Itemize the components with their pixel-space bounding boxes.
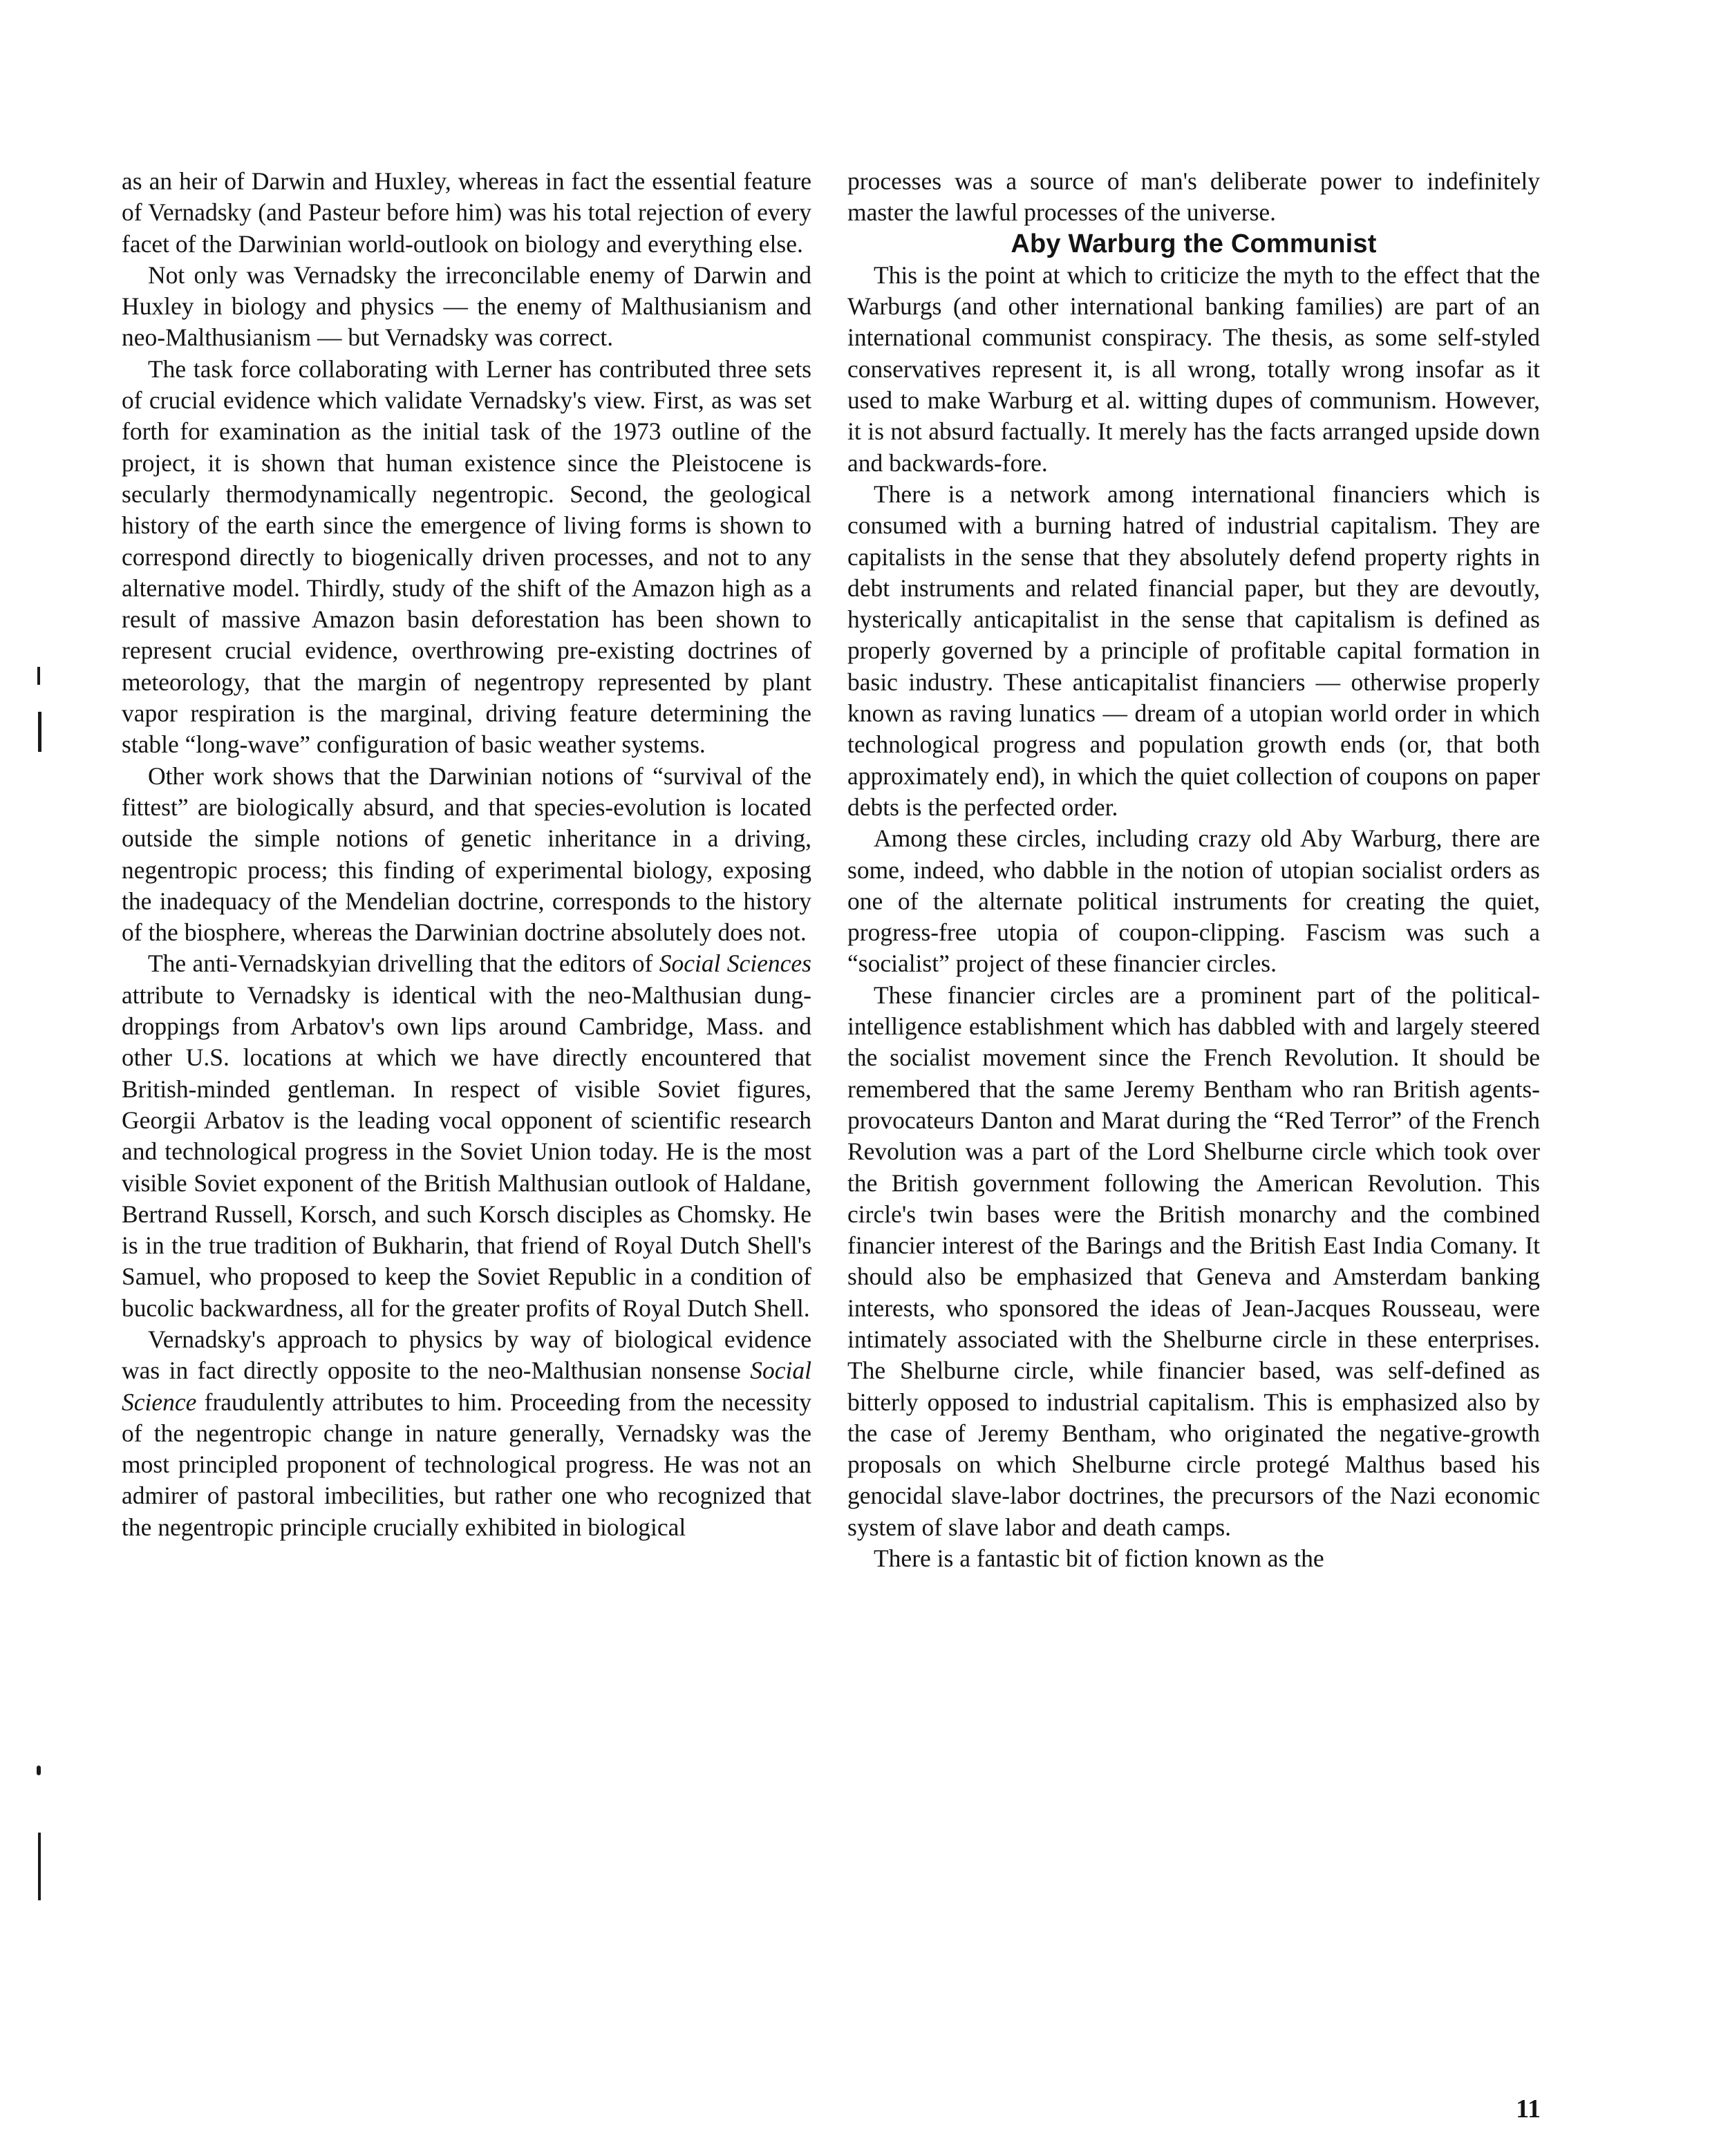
section-heading: Aby Warburg the Communist [1011, 229, 1377, 258]
text-run: Vernadsky's approach to physics by way of biological evidence was in fact directly opposite to the neo-Malthusian nonsense [122, 1325, 811, 1385]
paragraph: There is a network among international financiers which is consumed with a burning hatred of industrial capitalism. They are capitalists in the sense that they absolutely defend property rights in debt instruments and related financial paper, but they are devoutly, hysterically anticapitalist in the sense that capitalism is defined as properly governed by a principle of profitable capital formation in basic industry. These anticapitalist financiers — otherwise properly known as raving lunatics — dream of a utopian world order in which technological progress and population growth ends (or, that both approximately end), in which the quiet collection of coupons on paper debts is the perfected order. [847, 480, 1540, 821]
scan-mark [38, 712, 41, 752]
paragraph [122, 1324, 811, 1543]
paragraph: Not only was Vernadsky the irreconcilable enemy of Darwin and Huxley in biology and physics — the enemy of Malthusianism and neo-Malthusianism — but Vernadsky was correct. [122, 261, 811, 352]
paragraph: processes was a source of man's deliberate power to indefinitely master the lawful processes of the universe. [847, 167, 1540, 227]
paragraph [122, 948, 811, 1324]
paragraph: The task force collaborating with Lerner has contributed three sets of crucial evidence which validate Vernadsky's view. First, as was set forth for examination as the initial task of the 1973 outline of the project, it is shown that human existence since the Pleistocene is secularly thermodynamically negentropic. Second, the geological history of the earth since the emergence of living forms is shown to correspond directly to biogenically driven processes, and not to any alternative model. Thirdly, study of the shift of the Amazon high as a result of massive Amazon basin deforestation has been shown to represent crucial evidence, overthrowing pre-existing doctrines of meteorology, that the margin of negentropy represented by plant vapor respiration is the marginal, driving feature determining the stable “long-wave” configuration of basic weather systems. [122, 354, 811, 759]
paragraph: These financier circles are a prominent part of the political-intelligence establishment which has dabbled with and largely steered the socialist movement since the French Revolution. It should be remembered that the same Jeremy Bentham who ran British agents-provocateurs Danton and Marat during the “Red Terror” of the French Revolution was a part of the Lord Shelburne circle which took over the British government following the American Revolution. This circle's twin bases were the British monarchy and the combined financier interest of the Barings and the British East India Comany. It should also be emphasized that Geneva and Amsterdam banking interests, who sponsored the ideas of Jean-Jacques Rousseau, were intimately associated with the Shelburne circle in these enterprises. The Shelburne circle, while financier based, was self-defined as bitterly opposed to industrial capitalism. This is emphasized also by the case of Jeremy Bentham, who originated the negative-growth proposals on which Shelburne circle protegé Malthus based his genocidal slave-labor doctrines, the precursors of the Nazi economic system of slave labor and death camps. [847, 981, 1540, 1541]
paragraph: There is a fantastic bit of fiction known as the [874, 1544, 1324, 1573]
right-column [847, 166, 1540, 1574]
left-column [122, 166, 811, 1543]
paragraph: as an heir of Darwin and Huxley, whereas in fact the essential feature of Vernadsky (and Pasteur before him) was his total rejection of every facet of the Darwinian world-outlook on biology and everything else. [122, 167, 811, 258]
text-run: The anti-Vernadskyian drivelling that the editors of [148, 949, 659, 978]
italic-title: Social Science [122, 1356, 811, 1416]
paragraph: This is the point at which to criticize the myth to the effect that the Warburgs (and other international banking families) are part of an international communist conspiracy. The thesis, as some self-styled conservatives represent it, is all wrong, totally wrong insofar as it used to make Warburg et al. witting dupes of communism. However, it is not absurd factually. It merely has the facts arranged upside down and backwards-fore. [847, 261, 1540, 477]
page-number: 11 [1516, 2094, 1541, 2124]
text-run: fraudulently attributes to him. Proceeding from the necessity of the negentropic change in nature generally, Vernadsky was the most principled proponent of technological progress. He was not an admirer of pastoral imbecilities, but rather one who recognized that the negentropic principle crucially exhibited in biological [122, 1388, 811, 1541]
italic-title: Social Sciences [659, 949, 812, 978]
paragraph: Other work shows that the Darwinian notions of “survival of the fittest” are biologically absurd, and that species-evolution is located outside the simple notions of genetic inheritance in a driving, negentropic process; this finding of experimental biology, exposing the inadequacy of the Mendelian doctrine, corresponds to the history of the biosphere, whereas the Darwinian doctrine absolutely does not. [122, 762, 811, 947]
scan-mark [37, 1766, 41, 1775]
text-run: attribute to Vernadsky is identical with the neo-Malthusian dung-droppings from Arbatov's own lips around Cambridge, Mass. and other U.S. locations at which we have directly encountered that British-minded gentleman. In respect of visible Soviet figures, Georgii Arbatov is the leading vocal opponent of scientific research and technological progress in the Soviet Union today. He is the most visible Soviet exponent of the British Malthusian outlook of Haldane, Bertrand Russell, Korsch, and such Korsch disciples as Chomsky. He is in the true tradition of Bukharin, that friend of Royal Dutch Shell's Samuel, who proposed to keep the Soviet Republic in a condition of bucolic backwardness, all for the greater profits of Royal Dutch Shell. [122, 981, 811, 1322]
scan-mark [38, 1833, 41, 1900]
paragraph: Among these circles, including crazy old Aby Warburg, there are some, indeed, who dabble in the notion of utopian socialist orders as one of the alternate political instruments for creating the quiet, progress-free utopia of coupon-clipping. Fascism was such a “socialist” project of these financier circles. [847, 824, 1540, 978]
scan-mark [37, 667, 40, 685]
